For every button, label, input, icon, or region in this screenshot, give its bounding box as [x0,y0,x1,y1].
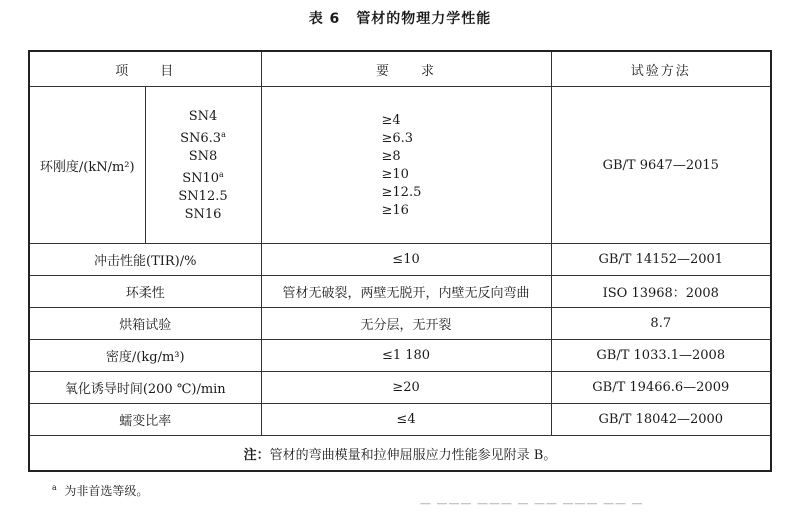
header-requirement: 要 求 [261,51,551,87]
table-number: 表 6 [308,11,341,27]
stiffness-grade [185,207,222,222]
grade-footnote-mark: a [219,169,224,179]
grade-footnote-mark: a [221,129,226,139]
row-requirement: ≤10 [261,244,551,276]
note-label: 注： [243,447,270,463]
stiffness-requirement: ≥6.3 [381,130,414,146]
footnote-mark: a [52,483,57,492]
row-method: GB/T 19466.6—2009 [551,372,771,404]
table-row [29,308,771,340]
header-item: 项 目 [29,51,261,87]
row-item: 蠕变比率 [29,404,261,436]
stiffness-grade [189,149,218,164]
stiffness-grade [182,167,224,186]
table-row [29,244,771,276]
row-method: GB/T 1033.1—2008 [551,340,771,372]
grade-name: SN6.3 [180,130,222,146]
row-item: 冲击性能(TIR)/% [29,244,261,276]
table-row [29,372,771,404]
row-method: GB/T 18042—2000 [551,404,771,436]
header-row [29,51,771,87]
bottom-dashes: — ——— ——— — —— ——— —— — [420,497,644,510]
note-text: 管材的弯曲模量和拉伸屈服应力性能参见附录 B。 [269,447,557,463]
row-method: 8.7 [551,308,771,340]
note-row [29,436,771,472]
stiffness-requirement: ≥4 [381,112,401,128]
stiffness-requirement: ≥8 [381,148,401,164]
ring-stiffness-method: GB/T 9647—2015 [551,87,771,244]
table-row [29,276,771,308]
row-requirement: 无分层，无开裂 [261,308,551,340]
ring-stiffness-grades [145,87,261,244]
row-requirement: ≤1 180 [261,340,551,372]
stiffness-grade [180,127,226,146]
row-method: GB/T 14152—2001 [551,244,771,276]
row-item: 烘箱试验 [29,308,261,340]
stiffness-grade [189,109,218,124]
properties-table [28,50,772,472]
row-item: 氧化诱导时间(200 ℃)/min [29,372,261,404]
grade-name: SN4 [188,108,218,124]
grade-name: SN8 [188,148,218,164]
table-title [0,8,800,28]
grade-name: SN16 [184,206,222,222]
row-method: ISO 13968：2008 [551,276,771,308]
stiffness-requirement: ≥10 [381,166,409,182]
ring-stiffness-label: 环刚度/(kN/m²) [29,87,145,244]
table-title-text: 管材的物理力学性能 [356,11,492,27]
table-note [29,436,771,472]
ring-stiffness-row [29,87,771,244]
footnote-text: 为非首选等级。 [64,484,149,498]
row-requirement: ≥20 [261,372,551,404]
grade-name: SN12.5 [178,188,228,204]
table-row [29,340,771,372]
stiffness-requirement: ≥16 [381,202,409,218]
grade-name: SN10 [182,170,220,186]
row-item: 密度/(kg/m³) [29,340,261,372]
stiffness-grade [178,189,227,204]
ring-stiffness-requirements [261,87,551,244]
row-item: 环柔性 [29,276,261,308]
row-requirement: ≤4 [261,404,551,436]
table-row [29,404,771,436]
footnote [52,482,148,499]
row-requirement: 管材无破裂，两壁无脱开，内壁无反向弯曲 [261,276,551,308]
header-method: 试验方法 [551,51,771,87]
stiffness-requirement: ≥12.5 [381,184,422,200]
